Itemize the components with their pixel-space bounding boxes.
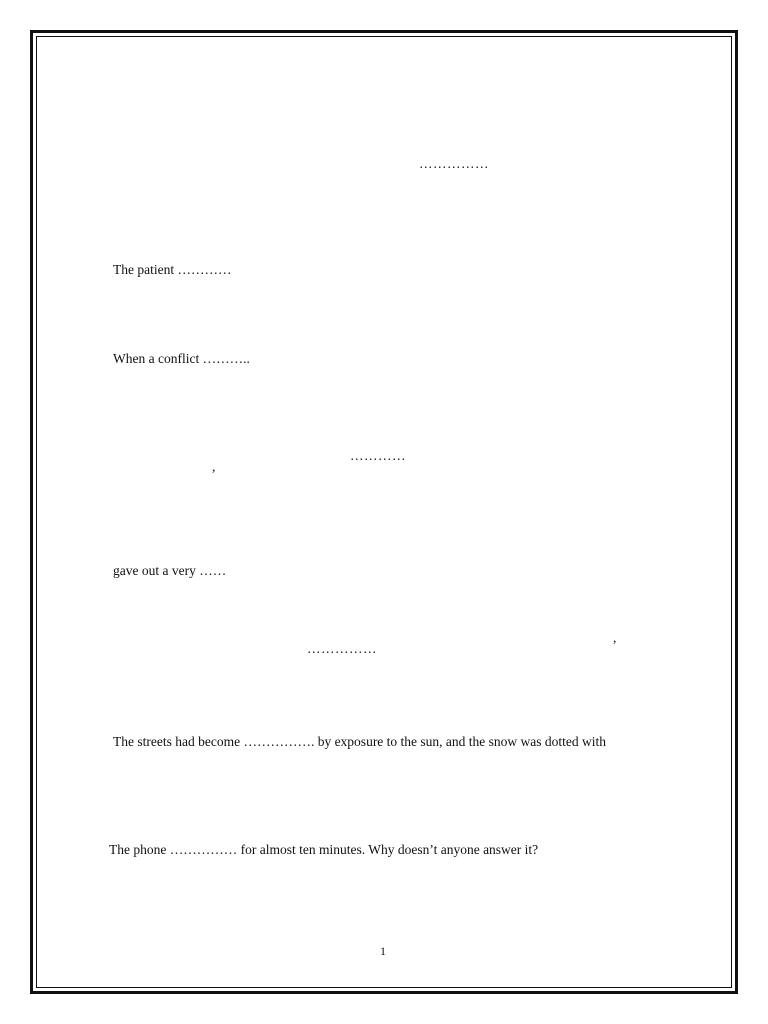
sentence-patient: The patient ………… [113,262,232,277]
sentence-streets: The streets had become ……………. by exposure to the sun, and the snow was dotted with [113,734,607,749]
sentence-phone: The phone …………… for almost ten minutes. Why doesn’t anyone answer it? [109,842,539,857]
sentence-gave-out: gave out a very …… [113,563,227,578]
blank-line-2: ………… [350,448,406,463]
page-number: 1 [380,944,386,958]
sentence-conflict: When a conflict ……….. [113,351,250,366]
stray-comma-1: , [212,459,216,474]
blank-line-3: …………… [307,641,377,656]
blank-line-1: …………… [419,156,489,171]
stray-comma-2: , [613,630,617,645]
